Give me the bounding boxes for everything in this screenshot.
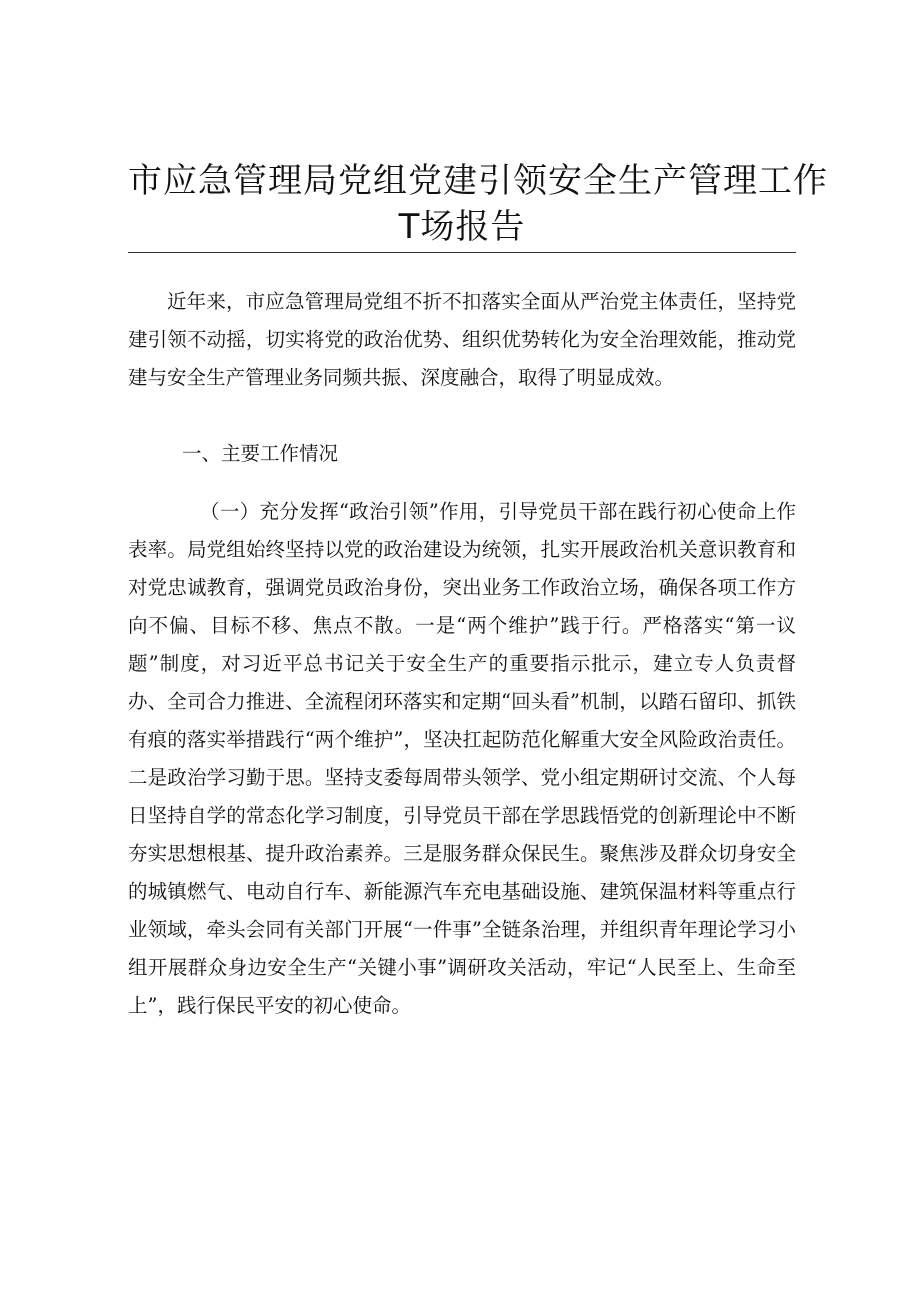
title-line-1: 市应急管理局党组党建引领安全生产管理工作 (128, 161, 828, 201)
title-line-2: T场报告 (398, 207, 526, 247)
title-divider (128, 252, 796, 253)
document-title (128, 158, 828, 250)
section-heading: 一、主要工作情况 (182, 441, 339, 465)
section-paragraph: （一）充分发挥“政治引领”作用，引导党员干部在践行初心使命上作表率。局党组始终坚持以党的政治建设为统领，扎实开展政治机关意识教育和对党忠诚教育，强调党员政治身份，突出业务工作政治立场，确保各项工作方向不偏、目标不移、焦点不散。一是“两个维护”践于行。严格落实“第一议题”制度，对习近平总书记关于安全生产的重要指示批示，建立专人负责督办、全司合力推进、全流程闭环落实和定期“回头看”机制，以踏石留印、抓铁有痕的落实举措践行“两个维护”，坚决扛起防范化解重大安全风险政治责任。二是政治学习勤于思。坚持支委每周带头领学、党小组定期研讨交流、个人每日坚持自学的常态化学习制度，引导党员干部在学思践悟党的创新理论中不断夯实思想根基、提升政治素养。三是服务群众保民生。聚焦涉及群众切身安全的城镇燃气、电动自行车、新能源汽车充电基础设施、建筑保温材料等重点行业领域，牵头会同有关部门开展“一件事”全链条治理，并组织青年理论学习小组开展群众身边安全生产“关键小事”调研攻关活动，牢记“人民至上、生命至上”，践行保民平安的初心使命。 (128, 499, 796, 1017)
intro-paragraph: 近年来，市应急管理局党组不折不扣落实全面从严治党主体责任，坚持党建引领不动摇，切实将党的政治优势、组织优势转化为安全治理效能，推动党建与安全生产管理业务同频共振、深度融合，取得了明显成效。 (128, 289, 796, 389)
